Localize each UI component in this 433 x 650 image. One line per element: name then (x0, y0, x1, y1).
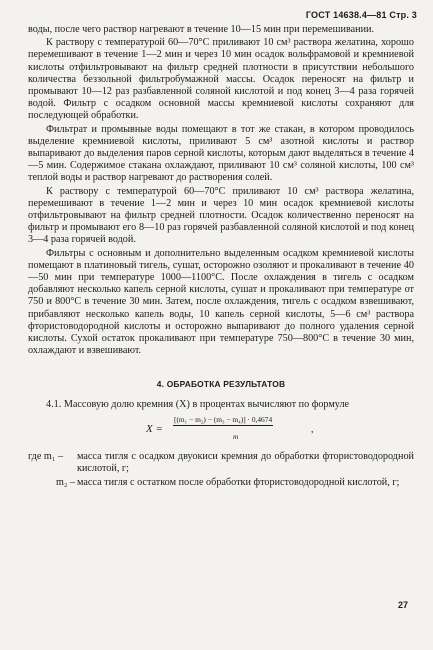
page-header: ГОСТ 14638.4—81 Стр. 3 (305, 10, 417, 20)
paragraph-ignition: Фильтры с основным и дополнительно выделенным осадком кремниевой кислоты помещают в платиновый тигель, сушат, осторожно озоляют и прокаливают в течение 40—50 мин при температуре 1000—1100°С. После охлаждения в тигель с осадком добавляют несколько капель серной кислоты, сушат и прокаливают при температуре от 750 и 800°С в течение 30 мин. Затем, после охлаждения, тигель с осадком взвешивают, прибавляют несколько капель воды, 10 капель серной кислоты, 5—6 см³ раствора фтористоводородной кислоты и осторожно выпаривают до полного удаления серной кислоты. Сухой остаток прокаливают при температуре 750—800°С в течение 30 мин, охлаждают и взвешивают. (28, 247, 414, 357)
paragraph-gelatin-first: К раствору с температурой 60—70°С приливают 10 см³ раствора желатина, хорошо перемешивают в течение 1—2 мин и через 10 мин осадок вольфрамовой и кремниевой кислоты отфильтровывают на фильтр средней плотности в присутствии небольшого количества беззольной фильтробумажной массы. Осадок переносят на фильтр и промывают 10—12 раз разбавленной соляной кислотой и под конец 3—4 раза горячей водой. Фильтр с осадком основной массы кремниевой кислоты сохраняют для последующей обработки. (28, 37, 414, 122)
formula-numerator: [(m₁ − m₂) − (m₃ − m₄)] · 0,4674 (174, 414, 273, 424)
formula (28, 415, 414, 451)
formula-lhs: X = (146, 422, 163, 435)
page-number: 27 (398, 600, 409, 610)
formula-comma: , (311, 423, 314, 435)
definition-text: масса тигля с остатком после обработки фтористоводородной кислотой, г; (77, 477, 400, 489)
definition-text: масса тигля с осадком двуокиси кремния до обработки фтористоводородной кислотой, г; (77, 450, 414, 474)
definition-symbol: где m₁ – (28, 450, 64, 462)
section-intro: 4.1. Массовую долю кремния (X) в процентах вычисляют по формуле (46, 399, 350, 411)
formula-denominator: m (233, 431, 239, 441)
paragraph-filtrate: Фильтрат и промывные воды помещают в тот же стакан, в котором проводилось выделение кремниевой кислоты, приливают 5 см³ азотной кислоты и раствор выпаривают до выделения паров серной кислоты, которым дают выделяться в течение 4—5 мин. Содержимое стакана охлаждают, приливают 10 см³ соляной кислоты, 100 см³ теплой воды и раствор нагревают до растворения солей. (28, 123, 414, 184)
definition-m2 (28, 477, 414, 489)
document-body (28, 24, 414, 489)
definition-symbol: m₂ – (56, 477, 76, 489)
section-title: 4. ОБРАБОТКА РЕЗУЛЬТАТОВ (156, 379, 286, 390)
definition-m1 (28, 451, 414, 475)
paragraph-gelatin-second: К раствору с температурой 60—70°С приливают 10 см³ раствора желатина, перемешивают в течение 1—2 мин и через 10 мин осадок кремниевой кислоты отфильтровывают на фильтр средней плотности. Осадок количественно переносят на фильтр и промывают его 8—10 раз горячей разбавленной соляной кислотой и под конец 3—4 раза горячей водой. (28, 185, 414, 246)
paragraph-continuation: воды, после чего раствор нагревают в течение 10—15 мин при перемешивании. (28, 24, 375, 35)
